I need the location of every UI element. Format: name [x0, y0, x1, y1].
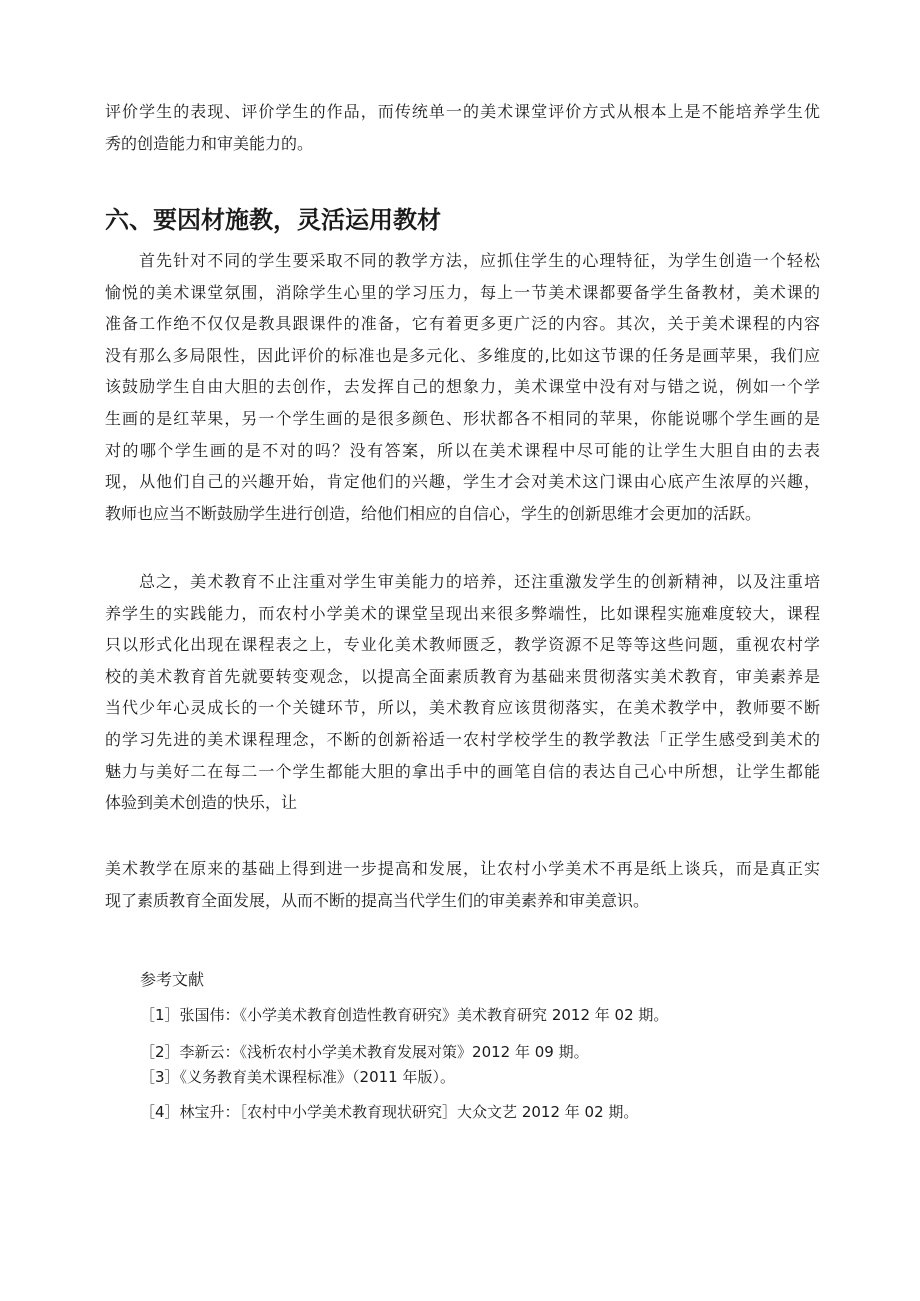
reference-item: ［2］李新云：《浅析农村小学美术教育发展对策》2012 年 09 期。 [140, 1043, 589, 1061]
paragraph-line: 首先针对不同的学生要采取不同的教学方法，应抓住学生的心理特征，为学生创造一个轻松 [139, 251, 820, 270]
paragraph-line: 美术教学在原来的基础上得到进一步提高和发展，让农村小学美术不再是纸上谈兵，而是真正实 [105, 859, 820, 878]
paragraph-line: 养学生的实践能力，而农村小学美术的课堂呈现出来很多弊端性，比如课程实施难度较大，课程 [105, 603, 820, 623]
paragraph-line: 该鼓励学生自由大胆的去创作，去发挥自己的想象力，美术课堂中没有对与错之说，例如一个学 [105, 377, 820, 397]
reference-item: ［1］张国伟：《小学美术教育创造性教育研究》美术教育研究 2012 年 02 期。 [140, 1006, 669, 1024]
paragraph-differentiated-teaching [105, 245, 820, 529]
paragraph-line: 校的美术教育首先就要转变观念，以提高全面素质教育为基础来贯彻落实美术教育，审美素养是 [105, 666, 820, 686]
paragraph-line: 教师也应当不断鼓励学生进行创造，给他们相应的自信心，学生的创新思维才会更加的活跃。 [105, 503, 762, 523]
paragraph-line: 总之，美术教育不止注重对学生审美能力的培养，还注重激发学生的创新精神，以及注重培 [139, 572, 820, 591]
paragraph-line: 现，从他们自己的兴趣开始，肯定他们的兴趣，学生才会对美术这门课由心底产生浓厚的兴趣， [105, 472, 820, 492]
intro-line: 评价学生的表现、评价学生的作品，而传统单一的美术课堂评价方式从根本上是不能培养学生优 [105, 102, 820, 121]
references-title: 参考文献 [140, 970, 205, 989]
paragraph-line: 现了素质教育全面发展，从而不断的提高当代学生们的审美素养和审美意识。 [105, 890, 650, 910]
paragraph-conclusion [105, 566, 820, 819]
intro-paragraph [105, 96, 820, 159]
paragraph-line: 当代少年心灵成长的一个关键环节，所以，美术教育应该贯彻落实，在美术教学中，教师要不断 [105, 698, 820, 718]
intro-line: 秀的创造能力和审美能力的。 [105, 133, 314, 153]
paragraph-line: 对的哪个学生画的是不对的吗？没有答案，所以在美术课程中尽可能的让学生大胆自由的去表 [105, 440, 820, 460]
paragraph-line: 生画的是红苹果，另一个学生画的是很多颜色、形状都各不相同的苹果，你能说哪个学生画的是 [105, 408, 820, 428]
paragraph-continuation [105, 853, 820, 916]
paragraph-line: 准备工作绝不仅仅是教具跟课件的准备，它有着更多更广泛的内容。其次，关于美术课程的内容 [105, 314, 820, 334]
paragraph-line: 没有那么多局限性，因此评价的标准也是多元化、多维度的,比如这节课的任务是画苹果，我们应 [105, 345, 820, 365]
paragraph-line: 体验到美术创造的快乐，让 [105, 793, 298, 813]
section-heading: 六、要因材施教，灵活运用教材 [105, 206, 441, 234]
reference-item: ［3］《义务教育美术课程标准》（2011 年版）。 [140, 1068, 455, 1086]
paragraph-line: 愉悦的美术课堂氛围，消除学生心里的学习压力，每上一节美术课都要备学生备教材，美术课的 [105, 282, 820, 302]
paragraph-line: 魅力与美好二在每二一个学生都能大胆的拿出手中的画笔自信的表达自己心中所想，让学生都能 [105, 761, 820, 781]
paragraph-line: 只以形式化出现在课程表之上，专业化美术教师匮乏，教学资源不足等等这些问题，重视农村学 [105, 635, 820, 655]
reference-item: ［4］林宝升：［农村中小学美术教育现状研究］大众文艺 2012 年 02 期。 [140, 1103, 639, 1121]
paragraph-line: 的学习先进的美术课程理念，不断的创新裕适一农村学校学生的教学教法「正学生感受到美术的 [105, 729, 820, 749]
